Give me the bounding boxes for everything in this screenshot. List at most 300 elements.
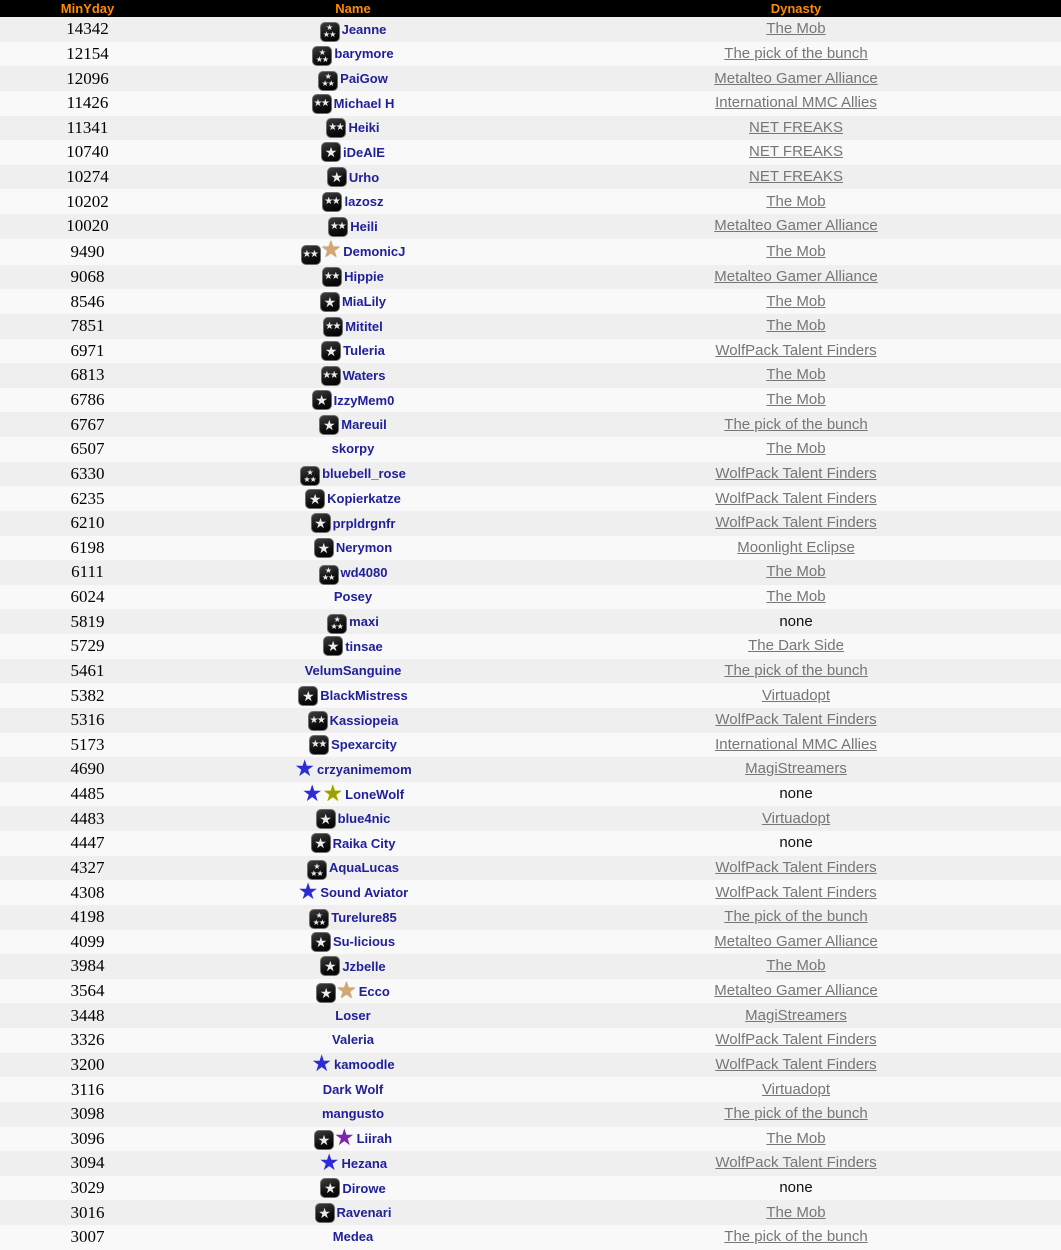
player-name-cell: [322, 266, 384, 287]
table-row: [0, 140, 1061, 165]
minyday-value: 7851: [70, 316, 105, 336]
table-row: [0, 165, 1061, 190]
table-row: [0, 831, 1061, 856]
badge-1-star-icon: ★: [315, 1203, 335, 1223]
player-name-cell: [298, 881, 409, 904]
player-name-link[interactable]: Urho: [348, 169, 380, 185]
table-row: [0, 339, 1061, 364]
minyday-value: 6235: [70, 488, 105, 508]
badge-2-star-icon: ★★: [301, 245, 321, 265]
dynasty-link[interactable]: WolfPack Talent Finders: [715, 341, 877, 359]
badge-3-star-icon: ★ ★★: [318, 71, 338, 91]
badge-3-star-icon: ★ ★★: [319, 565, 339, 585]
player-name-link[interactable]: Jeanne: [341, 21, 387, 37]
dynasty-link[interactable]: WolfPack Talent Finders: [715, 1031, 877, 1049]
player-name-link[interactable]: lazosz: [344, 194, 384, 210]
badge-2-star-icon: ★★: [323, 317, 343, 337]
player-name-link[interactable]: skorpy: [331, 441, 375, 457]
minyday-value: 4483: [70, 808, 105, 828]
player-name-cell: [307, 856, 399, 881]
player-name-cell: [308, 710, 399, 731]
player-name-link[interactable]: PaiGow: [340, 71, 388, 87]
player-name-cell: [309, 734, 397, 755]
player-rank-icons: [312, 93, 332, 114]
player-rank-icons: [316, 809, 336, 829]
badge-2-star-icon: ★★: [321, 366, 341, 386]
minyday-value: 3029: [70, 1178, 105, 1198]
player-name-link[interactable]: Kassiopeia: [329, 712, 399, 728]
player-name-cell: [316, 809, 391, 829]
minyday-value: 4690: [70, 759, 105, 779]
minyday-value: 6198: [70, 537, 105, 557]
player-name-cell: [321, 142, 385, 162]
player-name-link[interactable]: BlackMistress: [320, 688, 408, 704]
minyday-value: 11426: [66, 93, 109, 113]
table-row: [0, 585, 1061, 610]
minyday-value: 9490: [70, 241, 105, 261]
header-row: [0, 0, 1061, 17]
player-name-cell: [321, 365, 386, 386]
table-row: [0, 782, 1061, 807]
player-name-cell: [323, 316, 383, 337]
player-name-link[interactable]: Heili: [350, 218, 378, 234]
dynasty-link[interactable]: The pick of the bunch: [724, 661, 868, 679]
table-row: [0, 116, 1061, 141]
dynasty-link[interactable]: The pick of the bunch: [724, 1105, 868, 1123]
minyday-value: 4485: [70, 784, 105, 804]
minyday-value: 8546: [70, 291, 105, 311]
badge-1-star-icon: ★: [314, 1130, 334, 1150]
minyday-value: 6210: [70, 513, 105, 533]
badge-3-star-icon: ★ ★★: [309, 909, 329, 929]
player-name-link[interactable]: Turelure85: [331, 909, 397, 925]
player-name-link[interactable]: Jzbelle: [342, 958, 386, 974]
player-name-link[interactable]: Hezana: [341, 1155, 388, 1171]
player-name-link[interactable]: Kopierkatze: [327, 491, 401, 507]
player-name-cell: [311, 932, 395, 952]
player-name-link[interactable]: Dark Wolf: [322, 1081, 384, 1097]
player-name-cell: [327, 609, 379, 634]
table-row: [0, 1028, 1061, 1053]
badge-2-star-icon: ★★: [322, 267, 342, 287]
dynasty-link[interactable]: The pick of the bunch: [724, 908, 868, 926]
minyday-value: 6786: [70, 390, 105, 410]
player-rank-icons: [311, 513, 331, 533]
player-name-link[interactable]: crzyanimemom: [316, 761, 412, 777]
table-row: [0, 265, 1061, 290]
player-name-cell: [316, 980, 390, 1003]
column-header-name[interactable]: Name: [175, 0, 531, 17]
badge-1-star-icon: ★: [321, 341, 341, 361]
table-row: [0, 659, 1061, 684]
badge-1-star-icon: ★: [311, 513, 331, 533]
dynasty-link[interactable]: The Mob: [766, 391, 826, 409]
table-row: [0, 462, 1061, 487]
player-rank-icons: [323, 636, 343, 656]
dynasty-link[interactable]: Metalteo Gamer Alliance: [714, 217, 878, 235]
player-name-cell: [322, 191, 383, 212]
dynasty-link[interactable]: The Mob: [766, 440, 826, 458]
minyday-value: 3448: [70, 1005, 105, 1025]
dynasty-link[interactable]: The Mob: [766, 563, 826, 581]
table-row: [0, 66, 1061, 91]
player-name-link[interactable]: mangusto: [321, 1106, 385, 1122]
player-name-link[interactable]: Su-licious: [332, 934, 396, 950]
dynasty-link[interactable]: WolfPack Talent Finders: [715, 514, 877, 532]
player-name-link[interactable]: Medea: [332, 1229, 374, 1245]
table-row: [0, 979, 1061, 1004]
dynasty-link[interactable]: Virtuadopt: [761, 1080, 831, 1098]
dynasty-link[interactable]: WolfPack Talent Finders: [715, 1055, 877, 1073]
player-name-link[interactable]: iDeAlE: [343, 144, 385, 160]
table-row: [0, 189, 1061, 214]
player-name-link[interactable]: barymore: [334, 46, 394, 62]
badge-1-star-icon: ★: [312, 390, 332, 410]
player-rank-icons: [327, 609, 347, 634]
badge-2-star-icon: ★★: [308, 711, 328, 731]
dynasty-link[interactable]: WolfPack Talent Finders: [715, 858, 877, 876]
player-name-link[interactable]: Tuleria: [343, 343, 385, 359]
dynasty-link[interactable]: The pick of the bunch: [724, 1228, 868, 1246]
minyday-value: 4447: [70, 833, 105, 853]
minyday-value: 5461: [70, 660, 105, 680]
dynasty-link[interactable]: The Mob: [766, 192, 826, 210]
minyday-value: 6330: [70, 463, 105, 483]
minyday-value: 10020: [66, 216, 109, 236]
dynasty-link[interactable]: Metalteo Gamer Alliance: [714, 267, 878, 285]
player-name-link[interactable]: VelumSanguine: [304, 662, 402, 678]
dynasty-link[interactable]: The pick of the bunch: [724, 44, 868, 62]
table-row: [0, 905, 1061, 930]
player-name-cell: [294, 758, 411, 781]
player-rank-icons: [321, 341, 341, 361]
minyday-value: 3984: [70, 956, 105, 976]
badge-2-star-icon: ★★: [312, 94, 332, 114]
dynasty-link[interactable]: WolfPack Talent Finders: [715, 711, 877, 729]
table-row: [0, 437, 1061, 462]
player-name-link[interactable]: Posey: [333, 589, 373, 605]
player-name-cell: [311, 833, 396, 853]
badge-1-star-icon: ★: [320, 292, 340, 312]
player-rank-icons: [314, 538, 334, 558]
player-rank-icons: [309, 905, 329, 930]
dynasty-link[interactable]: The Mob: [766, 242, 826, 260]
player-name-link[interactable]: Valeria: [332, 1032, 374, 1048]
star-tan-icon: ★: [320, 238, 342, 262]
dynasty-link[interactable]: NET FREAKS: [749, 168, 843, 186]
star-tan-icon: ★: [336, 978, 357, 1003]
badge-3-star-icon: ★ ★★: [312, 46, 332, 66]
minyday-value: 5729: [70, 636, 105, 656]
player-name-link[interactable]: maxi: [349, 614, 379, 630]
table-row: [0, 856, 1061, 881]
table-row: [0, 42, 1061, 67]
minyday-value: 12154: [66, 43, 109, 63]
badge-2-star-icon: ★★: [328, 217, 348, 237]
table-row: [0, 511, 1061, 536]
player-name-cell: [319, 415, 387, 435]
player-rank-icons: [309, 734, 329, 755]
player-rank-icons: [322, 266, 342, 287]
star-olive-icon: ★: [322, 781, 344, 806]
player-rank-icons: [311, 833, 331, 853]
dynasty-link[interactable]: Moonlight Eclipse: [737, 538, 855, 556]
player-rank-icons: [311, 932, 331, 952]
dynasty-link[interactable]: NET FREAKS: [749, 143, 843, 161]
dynasty-link[interactable]: The Mob: [766, 1129, 826, 1147]
player-name-link[interactable]: Mareuil: [341, 417, 387, 433]
column-header-minyday[interactable]: MinYday: [0, 0, 175, 17]
player-name-cell: [322, 1106, 384, 1121]
player-name-cell: [323, 1082, 383, 1097]
table-row: [0, 880, 1061, 905]
minyday-value: 3200: [70, 1054, 105, 1074]
player-rank-icons: [320, 956, 340, 976]
player-name-link[interactable]: Ecco: [358, 983, 390, 999]
badge-3-star-icon: ★ ★★: [300, 466, 320, 486]
player-rank-icons: [305, 489, 325, 509]
table-row: [0, 1200, 1061, 1225]
table-row: [0, 609, 1061, 634]
player-rank-icons: [321, 365, 341, 386]
dynasty-link[interactable]: MagiStreamers: [745, 760, 847, 778]
minyday-value: 4198: [70, 907, 105, 927]
dynasty-link[interactable]: WolfPack Talent Finders: [715, 1154, 877, 1172]
star-blue-icon: ★: [311, 1052, 332, 1077]
player-name-cell: [312, 42, 393, 67]
player-rank-icons: [301, 239, 342, 265]
minyday-value: 4099: [70, 931, 105, 951]
player-rank-icons: [319, 560, 339, 585]
player-name-link[interactable]: Waters: [342, 367, 386, 383]
minyday-value: 4327: [70, 857, 105, 877]
player-rank-icons: [315, 1203, 335, 1223]
player-name-link[interactable]: bluebell_rose: [322, 466, 406, 482]
player-rank-icons: [327, 167, 347, 187]
star-blue-icon: ★: [297, 880, 319, 905]
player-rank-icons: [312, 390, 332, 410]
player-rank-icons: [320, 17, 340, 42]
table-row: [0, 560, 1061, 585]
badge-1-star-icon: ★: [320, 956, 340, 976]
table-row: [0, 1003, 1061, 1028]
badge-1-star-icon: ★: [316, 983, 336, 1003]
player-name-link[interactable]: IzzyMem0: [333, 392, 395, 408]
table-row: [0, 634, 1061, 659]
player-name-link[interactable]: Sound Aviator: [320, 885, 409, 901]
player-name-cell: [314, 538, 392, 558]
minyday-value: 5382: [70, 685, 105, 705]
player-rank-icons: [319, 415, 339, 435]
dynasty-link[interactable]: WolfPack Talent Finders: [715, 883, 877, 901]
table-row: [0, 930, 1061, 955]
table-row: [0, 1077, 1061, 1102]
star-blue-icon: ★: [301, 781, 323, 806]
player-name-cell: [314, 1127, 392, 1150]
player-name-link[interactable]: Ravenari: [336, 1205, 392, 1221]
table-row: [0, 954, 1061, 979]
player-name-cell: [300, 462, 406, 487]
minyday-value: 4308: [70, 882, 105, 902]
table-row: [0, 412, 1061, 437]
player-name-cell: [332, 1032, 374, 1047]
player-name-link[interactable]: wd4080: [340, 564, 388, 580]
minyday-value: 5819: [70, 611, 105, 631]
table-row: [0, 17, 1061, 42]
player-name-cell: [305, 489, 401, 509]
table-row: [0, 1053, 1061, 1078]
player-name-link[interactable]: Liirah: [356, 1131, 393, 1147]
dynasty-link[interactable]: Metalteo Gamer Alliance: [714, 932, 878, 950]
player-name-cell: [323, 636, 383, 656]
player-name-link[interactable]: AquaLucas: [328, 860, 400, 876]
table-row: [0, 536, 1061, 561]
badge-1-star-icon: ★: [327, 167, 347, 187]
badge-3-star-icon: ★ ★★: [327, 614, 347, 634]
player-name-cell: [320, 17, 387, 42]
player-name-link[interactable]: DemonicJ: [343, 244, 406, 260]
dynasty-link[interactable]: The pick of the bunch: [724, 415, 868, 433]
dynasty-link[interactable]: The Mob: [766, 1203, 826, 1221]
player-name-cell: [315, 1203, 392, 1223]
dynasty-link[interactable]: Virtuadopt: [761, 809, 831, 827]
dynasty-link[interactable]: The Mob: [766, 20, 826, 38]
dynasty-link[interactable]: The Mob: [766, 957, 826, 975]
player-name-link[interactable]: Dirowe: [342, 1180, 386, 1196]
badge-1-star-icon: ★: [311, 932, 331, 952]
minyday-value: 12096: [66, 68, 109, 88]
player-name-link[interactable]: blue4nic: [337, 811, 391, 827]
badge-1-star-icon: ★: [321, 142, 341, 162]
player-rank-icons: [319, 1152, 340, 1175]
minyday-value: 3016: [70, 1202, 105, 1222]
player-name-cell: [326, 117, 379, 138]
badge-3-star-icon: ★ ★★: [307, 860, 327, 880]
table-row: [0, 683, 1061, 708]
dynasty-link[interactable]: Metalteo Gamer Alliance: [714, 69, 878, 87]
table-row: [0, 388, 1061, 413]
minyday-value: 10202: [66, 191, 109, 211]
player-name-link[interactable]: Hippie: [344, 269, 384, 285]
badge-2-star-icon: ★★: [309, 735, 329, 755]
minyday-value: 3098: [70, 1104, 105, 1124]
dynasty-none-text: none: [779, 1179, 813, 1197]
minyday-value: 5173: [70, 734, 105, 754]
table-row: [0, 239, 1061, 265]
minyday-value: 10274: [66, 167, 109, 187]
table-row: [0, 1127, 1061, 1152]
player-name-link[interactable]: prpldrgnfr: [332, 515, 396, 531]
player-rank-icons: [308, 710, 328, 731]
table-row: [0, 1176, 1061, 1201]
dynasty-link[interactable]: The Mob: [766, 292, 826, 310]
player-name-link[interactable]: kamoodle: [333, 1057, 395, 1073]
player-name-link[interactable]: MiaLily: [341, 294, 387, 310]
badge-1-star-icon: ★: [314, 538, 334, 558]
player-name-cell: [309, 905, 397, 930]
player-rank-icons: [298, 686, 318, 706]
star-blue-icon: ★: [294, 757, 315, 781]
player-name-link[interactable]: Mititel: [345, 318, 383, 334]
dynasty-link[interactable]: International MMC Allies: [715, 94, 877, 112]
dynasty-none-text: none: [779, 834, 813, 852]
player-name-cell: [320, 1178, 385, 1198]
player-name-cell: [302, 783, 404, 806]
minyday-value: 3564: [70, 981, 105, 1001]
dynasty-link[interactable]: The Dark Side: [748, 637, 844, 655]
player-name-cell: [328, 216, 377, 237]
table-row: [0, 314, 1061, 339]
star-blue-icon: ★: [318, 1151, 340, 1175]
minyday-value: 3007: [70, 1227, 105, 1247]
player-name-cell: [301, 239, 406, 265]
minyday-value: 6813: [70, 365, 105, 385]
player-name-link[interactable]: Spexarcity: [331, 737, 397, 753]
player-rank-icons: [314, 1127, 355, 1150]
player-name-link[interactable]: Michael H: [333, 95, 395, 111]
table-row: [0, 363, 1061, 388]
minyday-value: 5316: [70, 710, 105, 730]
player-name-link[interactable]: Heiki: [348, 120, 380, 136]
player-name-cell: [319, 560, 388, 585]
player-rank-icons: [312, 42, 332, 67]
player-rank-icons: [322, 191, 342, 212]
player-rank-icons: [321, 142, 341, 162]
player-rank-icons: [302, 783, 343, 806]
star-purple-icon: ★: [333, 1126, 355, 1151]
player-rank-icons: [320, 292, 340, 312]
minyday-value: 6111: [71, 562, 104, 582]
dynasty-link[interactable]: Virtuadopt: [761, 686, 831, 704]
player-name-cell: [312, 390, 395, 410]
badge-1-star-icon: ★: [316, 809, 336, 829]
dynasty-link[interactable]: The Mob: [766, 366, 826, 384]
dynasty-link[interactable]: International MMC Allies: [715, 735, 877, 753]
dynasty-link[interactable]: MagiStreamers: [745, 1006, 847, 1024]
column-header-dynasty[interactable]: Dynasty: [531, 0, 1061, 17]
player-name-link[interactable]: Loser: [335, 1007, 371, 1023]
badge-1-star-icon: ★: [323, 636, 343, 656]
minyday-value: 6024: [70, 587, 105, 607]
table-row: [0, 1151, 1061, 1176]
badge-1-star-icon: ★: [311, 833, 331, 853]
player-rank-icons: [320, 1178, 340, 1198]
player-name-cell: [311, 1053, 394, 1076]
minyday-value: 3326: [70, 1030, 105, 1050]
dynasty-link[interactable]: WolfPack Talent Finders: [715, 489, 877, 507]
player-name-cell: [319, 1152, 387, 1175]
player-rank-icons: [311, 1053, 332, 1076]
player-name-link[interactable]: tinsae: [345, 638, 383, 654]
player-name-link[interactable]: Nerymon: [335, 540, 393, 556]
player-name-link[interactable]: LoneWolf: [345, 786, 405, 802]
dynasty-link[interactable]: The Mob: [766, 588, 826, 606]
minyday-value: 10740: [66, 142, 109, 162]
minyday-value: 3094: [70, 1153, 105, 1173]
player-name-cell: [334, 589, 372, 604]
player-name-cell: [311, 513, 396, 533]
player-name-link[interactable]: Raika City: [332, 835, 396, 851]
badge-2-star-icon: ★★: [322, 192, 342, 212]
player-name-cell: [327, 167, 379, 187]
dynasty-link[interactable]: The Mob: [766, 317, 826, 335]
minyday-value: 3096: [70, 1128, 105, 1148]
dynasty-link[interactable]: NET FREAKS: [749, 118, 843, 136]
dynasty-link[interactable]: Metalteo Gamer Alliance: [714, 982, 878, 1000]
dynasty-link[interactable]: WolfPack Talent Finders: [715, 464, 877, 482]
badge-3-star-icon: ★ ★★: [320, 22, 340, 42]
table-row: [0, 289, 1061, 314]
